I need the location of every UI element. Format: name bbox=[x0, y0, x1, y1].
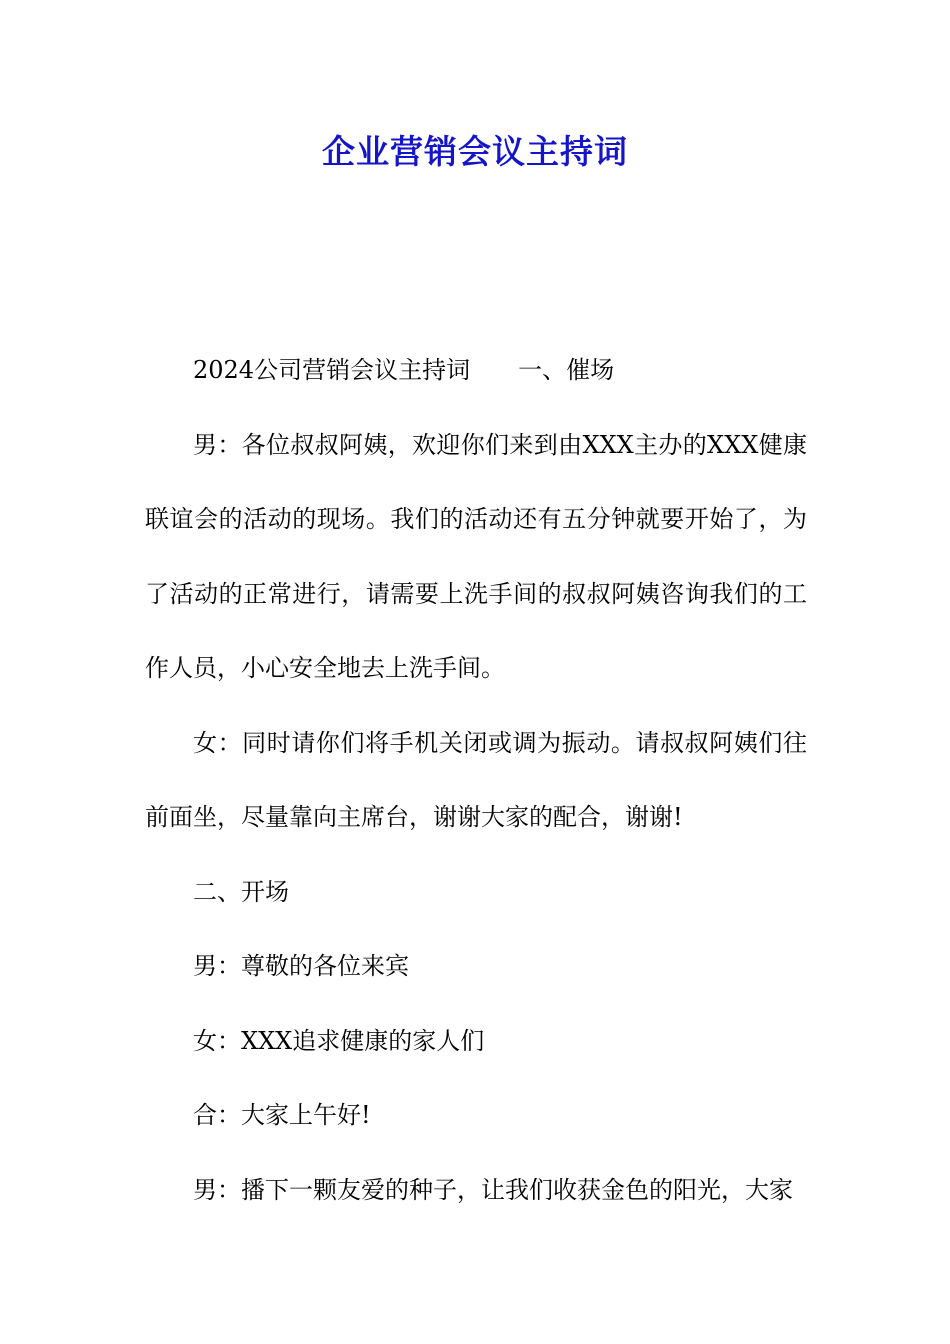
paragraph-together: 合：大家上午好! bbox=[193, 1101, 371, 1129]
document-body bbox=[145, 333, 807, 1227]
section-heading-1: 一、催场 bbox=[518, 356, 615, 384]
paragraph-intro bbox=[145, 333, 807, 408]
paragraph-male-3: 男：播下一颗友爱的种子，让我们收获金色的阳光，大家 bbox=[193, 1175, 793, 1204]
paragraph-male-1: 男：各位叔叔阿姨，欢迎你们来到由XXX主办的XXX健康联谊会的活动的现场。我们的活动还有五分钟就要开始了，为了活动的正常进行，请需要上洗手间的叔叔阿姨咨询我们的工作人员，小心安全地去上洗手间。 bbox=[145, 430, 807, 682]
section-heading-2: 二、开场 bbox=[193, 877, 289, 906]
intro-heading: 2024公司营销会议主持词 bbox=[193, 356, 471, 384]
paragraph-male-2: 男：尊敬的各位来宾 bbox=[193, 952, 409, 980]
document-title: 企业营销会议主持词 bbox=[322, 132, 628, 171]
paragraph-female-1: 女：同时请你们将手机关闭或调为振动。请叔叔阿姨们往前面坐，尽量靠向主席台，谢谢大家的配合，谢谢! bbox=[145, 728, 807, 831]
paragraph-female-2: 女：XXX追求健康的家人们 bbox=[193, 1026, 485, 1055]
